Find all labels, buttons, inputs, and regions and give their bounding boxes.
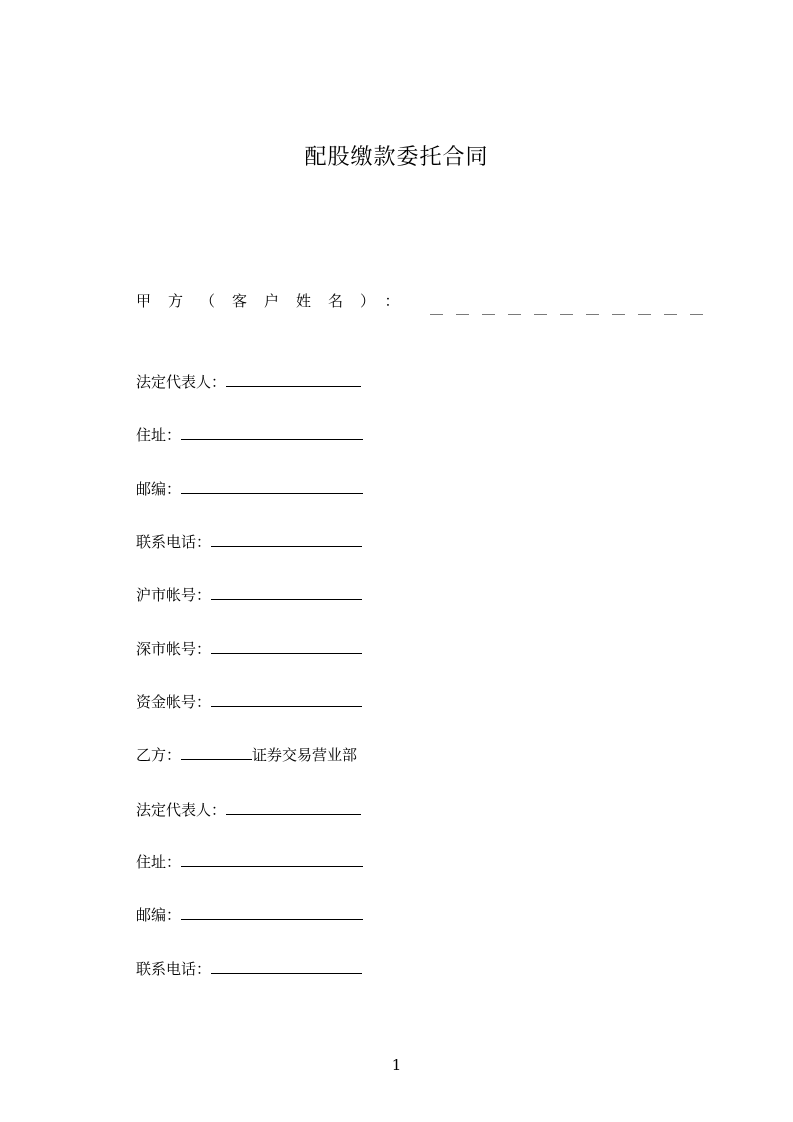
field-label: 法定代表人： [136, 373, 227, 391]
field-label: 沪市帐号： [136, 586, 212, 604]
party-b-suffix: 证券交易营业部 [252, 746, 358, 764]
page-number: 1 [391, 1056, 402, 1074]
party-a-fund-account-row [136, 692, 362, 712]
document-title: 配股缴款委托合同 [304, 145, 489, 170]
party-b-legal-rep-row [136, 800, 361, 820]
fill-blank [181, 745, 252, 760]
field-label: 住址： [136, 426, 182, 444]
fill-blank [181, 425, 363, 440]
party-a-label: 甲方（客户姓名）： [136, 292, 417, 310]
fill-blank [181, 479, 363, 494]
field-label: 邮编： [136, 906, 182, 924]
fill-blank [211, 639, 362, 654]
party-a-legal-rep-row [136, 372, 361, 392]
party-a-sh-account-row [136, 585, 362, 605]
field-label: 邮编： [136, 480, 182, 498]
field-label: 深市帐号： [136, 640, 212, 658]
field-label: 资金帐号： [136, 693, 212, 711]
field-label: 联系电话： [136, 533, 212, 551]
party-a-postcode-row [136, 479, 363, 499]
party-b-row [136, 745, 357, 765]
fill-blank [211, 532, 362, 547]
party-b-label: 乙方： [136, 746, 182, 764]
field-label: 法定代表人： [136, 801, 227, 819]
fill-blank [211, 959, 362, 974]
field-label: 住址： [136, 853, 182, 871]
party-a-address-row [136, 425, 363, 445]
fill-blank [226, 800, 361, 815]
party-b-phone-row [136, 959, 362, 979]
fill-blank [211, 585, 362, 600]
field-label: 联系电话： [136, 960, 212, 978]
party-a-name-blank: ＿＿＿＿＿＿＿＿＿＿＿ [430, 302, 717, 317]
fill-blank [181, 852, 363, 867]
fill-blank [181, 905, 363, 920]
party-a-phone-row [136, 532, 362, 552]
party-b-address-row [136, 852, 363, 872]
fill-blank [226, 372, 361, 387]
party-a-sz-account-row [136, 639, 362, 659]
fill-blank [211, 692, 362, 707]
party-b-postcode-row [136, 905, 363, 925]
